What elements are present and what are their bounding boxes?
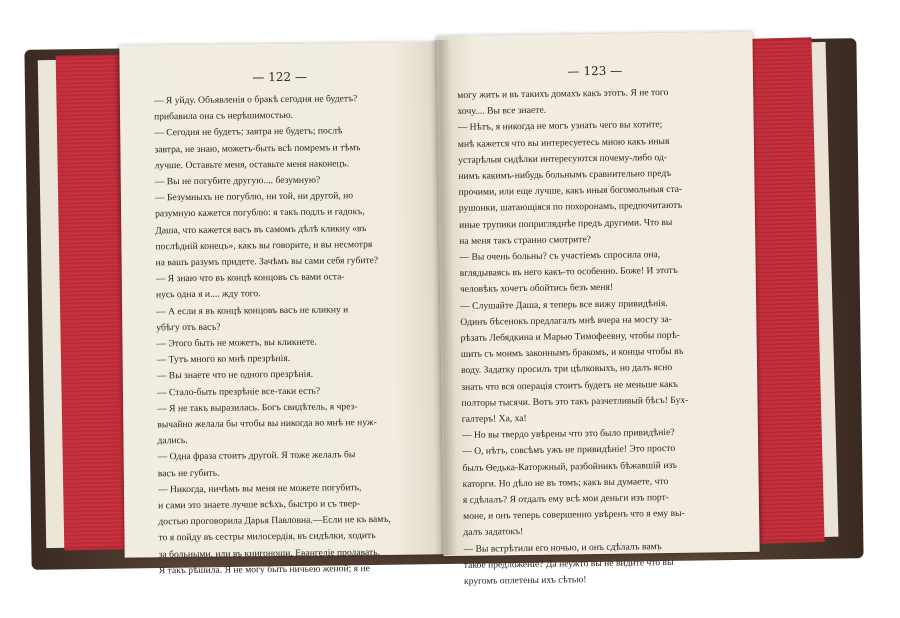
text-line: прочими, или еще лучше, какъ иныя богомольныя ста- (458, 184, 683, 199)
text-line: и сами это знаете лучше всѣхъ, быстро и съ твер- (158, 498, 361, 512)
text-line: нусь одна я и.... жду того. (155, 288, 261, 301)
text-line: далъ задатокъ! (463, 526, 524, 539)
text-line: — Стало-быть презрѣніе все-таки есть? (156, 385, 321, 398)
text-line: — Безумныхъ не погублю, ни той, ни другой, но (154, 190, 354, 204)
text-line: иные трупики попригляднѣе предъ другими. Что вы (458, 216, 673, 231)
text-line: — Я уйду. Объявленія о бракѣ сегодня не будетъ? (153, 93, 358, 107)
text-line: воду. Задатку просилъ три цѣлковыхъ, но далъ ясно (460, 362, 673, 377)
text-line: моне, и онъ теперь совершенно увѣренъ что я ему вы- (463, 508, 685, 523)
text-line: рѣзать Лебядкина и Марью Тимофеевну, чтобы порѣ- (460, 329, 680, 344)
text-line: — Вы очень больны? съ участіемъ спросила она, (459, 249, 661, 263)
text-line: — Нѣтъ, я никогда не могъ узнать чего вы хотите; (457, 119, 663, 134)
text-line: нимъ какимъ-нибудь больнымъ сравнительно предъ (458, 167, 672, 182)
left-page-text (120, 90, 445, 579)
text-line: — Вы не погубите другую.... безумную? (154, 174, 321, 188)
text-line: вглядываясь въ него какъ-то особенно. Боже! И этотъ (459, 265, 678, 280)
text-line: каторги. Но дѣло не въ томъ; какъ вы думаете, что (462, 475, 669, 490)
text-line: — А если я въ концѣ концовъ васъ не кликну и (156, 303, 349, 317)
text-line: рушонки, шатающіяся по похоронамъ, предпочитаютъ (458, 200, 683, 215)
page-edge-left-red (56, 54, 129, 550)
text-line: — Вы встрѣтили его ночью, и онъ сдѣлалъ вамъ (463, 540, 662, 555)
text-line: за больными, или въ книгоноши, Евангеліе продавать. (158, 546, 381, 560)
text-line: такое предложеніе? Да неужто вы не видите что вы (463, 556, 674, 571)
left-page (119, 42, 444, 577)
text-line: кругомъ оплетены ихъ сѣтью! (463, 574, 587, 587)
text-line: васъ не губить. (157, 467, 220, 479)
text-line: галтеръ! Ха, ха! (461, 413, 527, 425)
text-line: — Я не такъ выразилась. Богъ свидѣтель, я чрез- (157, 401, 358, 415)
text-line: человѣкъ хочетъ обойтись безъ меня! (459, 282, 614, 296)
text-line: прибавила она съ нерѣшимостью. (154, 110, 294, 123)
text-line: — Но вы твердо увѣрены что это было привидѣніе? (461, 427, 675, 442)
text-line: знать что вся операція стоитъ будетъ не меньше какъ (461, 378, 679, 393)
text-line: достью проговорила Дарья Павловна.—Если не къ вамъ, (158, 514, 391, 528)
text-line: лучше. Оставьте меня, оставьте меня наконецъ. (154, 158, 350, 172)
text-line: — Тутъ много ко мнѣ презрѣнія. (156, 353, 291, 366)
text-line: полторы тысячи. Вотъ это такъ разчетливый бѣсъ! Бух- (461, 394, 689, 409)
text-line: — Никогда, ничѣмъ вы меня не можете погубить, (157, 482, 362, 496)
text-line: шить съ моимъ законнымъ бракомъ, и концы чтобы въ (460, 346, 684, 361)
text-line: послѣдній конецъ», какъ вы говорите, и вы несмотря (155, 238, 373, 253)
text-line: то я пойду въ сестры милосердія, въ сидѣлки, ходить (158, 530, 376, 544)
right-page (436, 32, 759, 587)
text-line: Я такъ рѣшила. Я не могу быть ничьею женой; я не (158, 562, 370, 577)
text-line: я сдѣлалъ? Я отдалъ ему всѣ мои деньги изъ порт- (462, 492, 670, 506)
text-line: Одинъ бѣсенокъ предлагалъ мнѣ вчера на мосту за- (460, 313, 673, 328)
text-line: — Я знаю что въ концѣ концовъ съ вами оста- (155, 271, 345, 285)
text-line: — Этого быть не можетъ, вы кликнете. (156, 336, 317, 350)
text-line: могу жить и въ такихъ домахъ какъ этотъ. Я не того (457, 86, 669, 101)
text-line: на вашъ разумъ придете. Зачѣмъ вы сами себя губите? (155, 255, 379, 269)
text-line: — О, нѣтъ, совсѣмъ ужъ не привидѣніе! Это просто (462, 443, 676, 458)
text-line: вычайно желала бы чтобы вы никогда во мнѣ не нуж- (157, 417, 377, 431)
text-line: — Вы знаете что не одного презрѣнія. (156, 369, 314, 382)
text-line: на меня такъ странно смотрите? (459, 233, 592, 247)
text-line: разумную кажется погублю: я такъ подлъ и гадокъ, (155, 206, 365, 220)
right-page-text (437, 84, 760, 591)
text-line: дались. (157, 435, 188, 447)
text-line: Даша, что кажется васъ въ самомъ дѣлѣ кликну «въ (155, 222, 367, 236)
text-line: завтра, не знаю, можетъ-быть всѣ помремъ и тѣмъ (154, 141, 361, 155)
left-page-number: — 122 — (252, 69, 308, 85)
text-line: — Сегодня не будетъ; завтра не будетъ; послѣ (154, 125, 343, 139)
text-line: мнѣ кажется что вы интересуетесь мною какъ иныя (457, 135, 670, 150)
text-line: устарѣлыя сидѣлки интересуются почему-либо од- (458, 151, 668, 166)
right-page-number: — 123 — (567, 63, 623, 79)
text-line: — Одна фраза стоитъ другой. Я тоже желалъ бы (157, 449, 356, 463)
text-line: былъ Ѳедька-Каторжный, разбойникъ бѣжавшій изъ (462, 459, 678, 474)
text-line: — Слушайте Даша, я теперь все вижу привидѣнія. (460, 297, 668, 312)
text-line: хочу.... Вы все знаете. (457, 104, 547, 118)
text-line: убѣгу отъ васъ? (156, 321, 221, 334)
